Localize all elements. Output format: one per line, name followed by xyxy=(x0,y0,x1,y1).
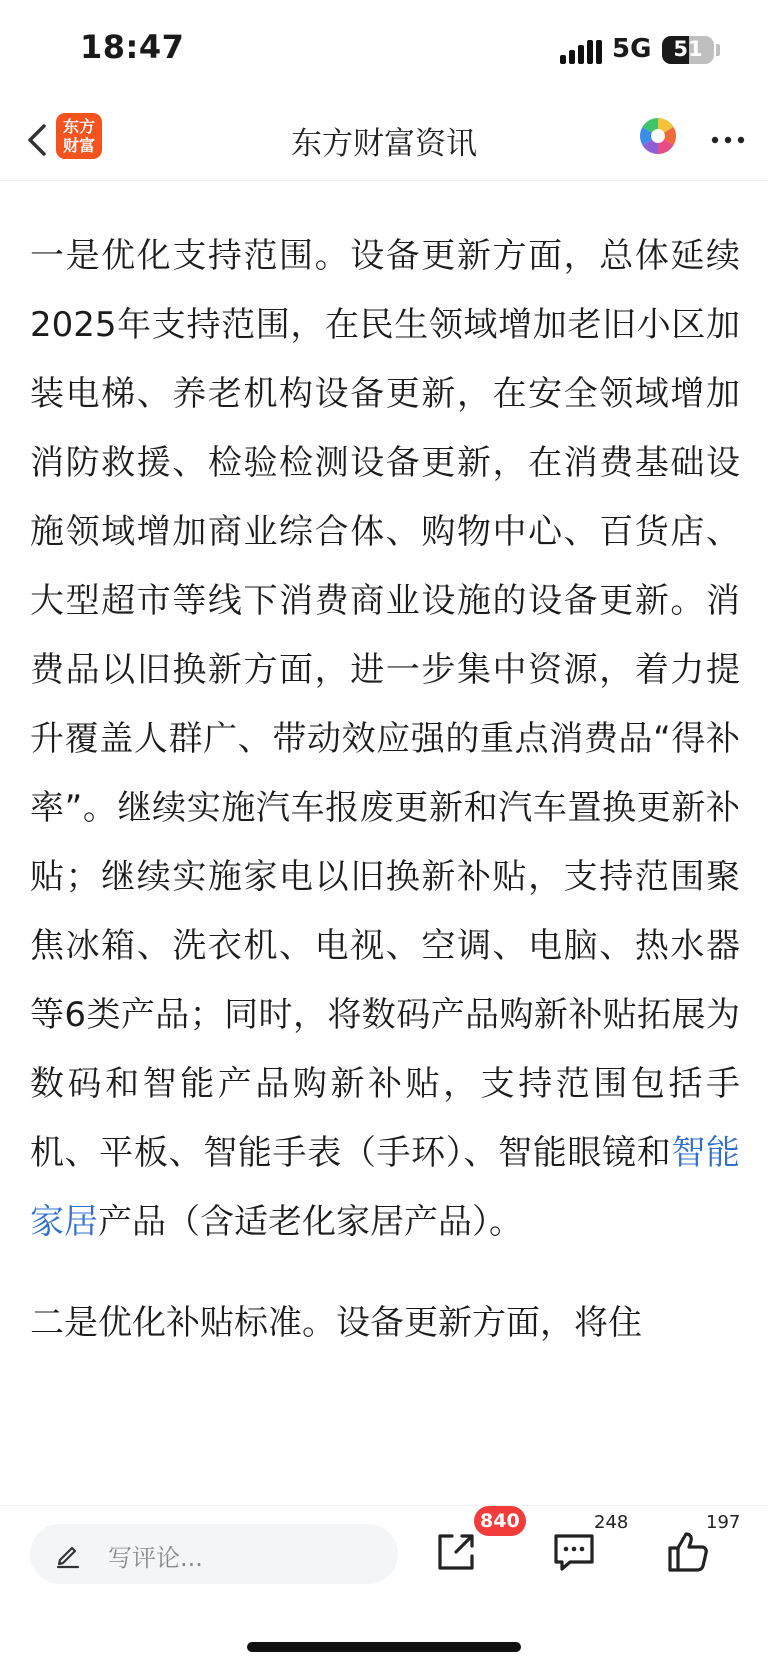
home-indicator[interactable] xyxy=(247,1642,521,1652)
page-title: 东方财富资讯 xyxy=(291,126,477,162)
battery-icon xyxy=(662,36,714,64)
battery-percent: 51 xyxy=(673,37,703,61)
paragraph-text: 产品（含适老化家居产品）。 xyxy=(98,1202,523,1242)
status-bar xyxy=(0,0,768,100)
comment-icon xyxy=(548,1526,600,1578)
article-paragraph-2: 二是优化补贴标准。设备更新方面，将住 xyxy=(30,1303,642,1343)
comment-count: 248 xyxy=(594,1512,629,1533)
like-button[interactable] xyxy=(662,1526,714,1578)
article-paragraph-1 xyxy=(30,222,740,1257)
comment-input[interactable] xyxy=(30,1524,398,1584)
thumbs-up-icon xyxy=(662,1526,714,1578)
pen-icon xyxy=(52,1538,84,1570)
share-icon xyxy=(430,1526,482,1578)
comment-placeholder: 写评论... xyxy=(108,1544,203,1572)
status-time: 18:47 xyxy=(80,28,185,66)
content-fade xyxy=(0,1480,768,1506)
aperture-icon[interactable] xyxy=(638,116,678,156)
keyword-link[interactable]: 智能家居 xyxy=(30,1133,741,1242)
article-body xyxy=(30,222,740,1358)
share-button[interactable] xyxy=(430,1526,482,1578)
more-dots-icon[interactable] xyxy=(708,120,748,160)
logo-line2: 财富 xyxy=(62,136,95,155)
share-count-badge: 840 xyxy=(474,1506,526,1536)
like-count: 197 xyxy=(706,1512,741,1533)
logo-line1: 东方 xyxy=(62,117,95,136)
nav-bar xyxy=(0,100,768,181)
comment-button[interactable] xyxy=(548,1526,600,1578)
bottom-action-bar xyxy=(0,1505,768,1664)
battery-tip xyxy=(716,44,720,56)
paragraph-text: 一是优化支持范围。设备更新方面，总体延续2025年支持范围，在民生领域增加老旧小区加装电梯、养老机构设备更新，在安全领域增加消防救援、检验检测设备更新，在消费基础设施领域增加商业综合体、购物中心、百货店、大型超市等线下消费商业设施的设备更新。消费品以旧换新方面，进一步集中资源，着力提升覆盖人群广、带动效应强的重点消费品“得补率”。继续实施汽车报废更新和汽车置换更新补贴；继续实施家电以旧换新补贴，支持范围聚焦冰箱、洗衣机、电视、空调、电脑、热水器等6类产品；同时，将数码产品购新补贴拓展为数码和智能产品购新补贴，支持范围包括手机、平板、智能手表（手环）、智能眼镜和 xyxy=(30,236,740,1173)
network-type: 5G xyxy=(612,34,652,64)
cellular-signal-icon xyxy=(560,38,602,64)
